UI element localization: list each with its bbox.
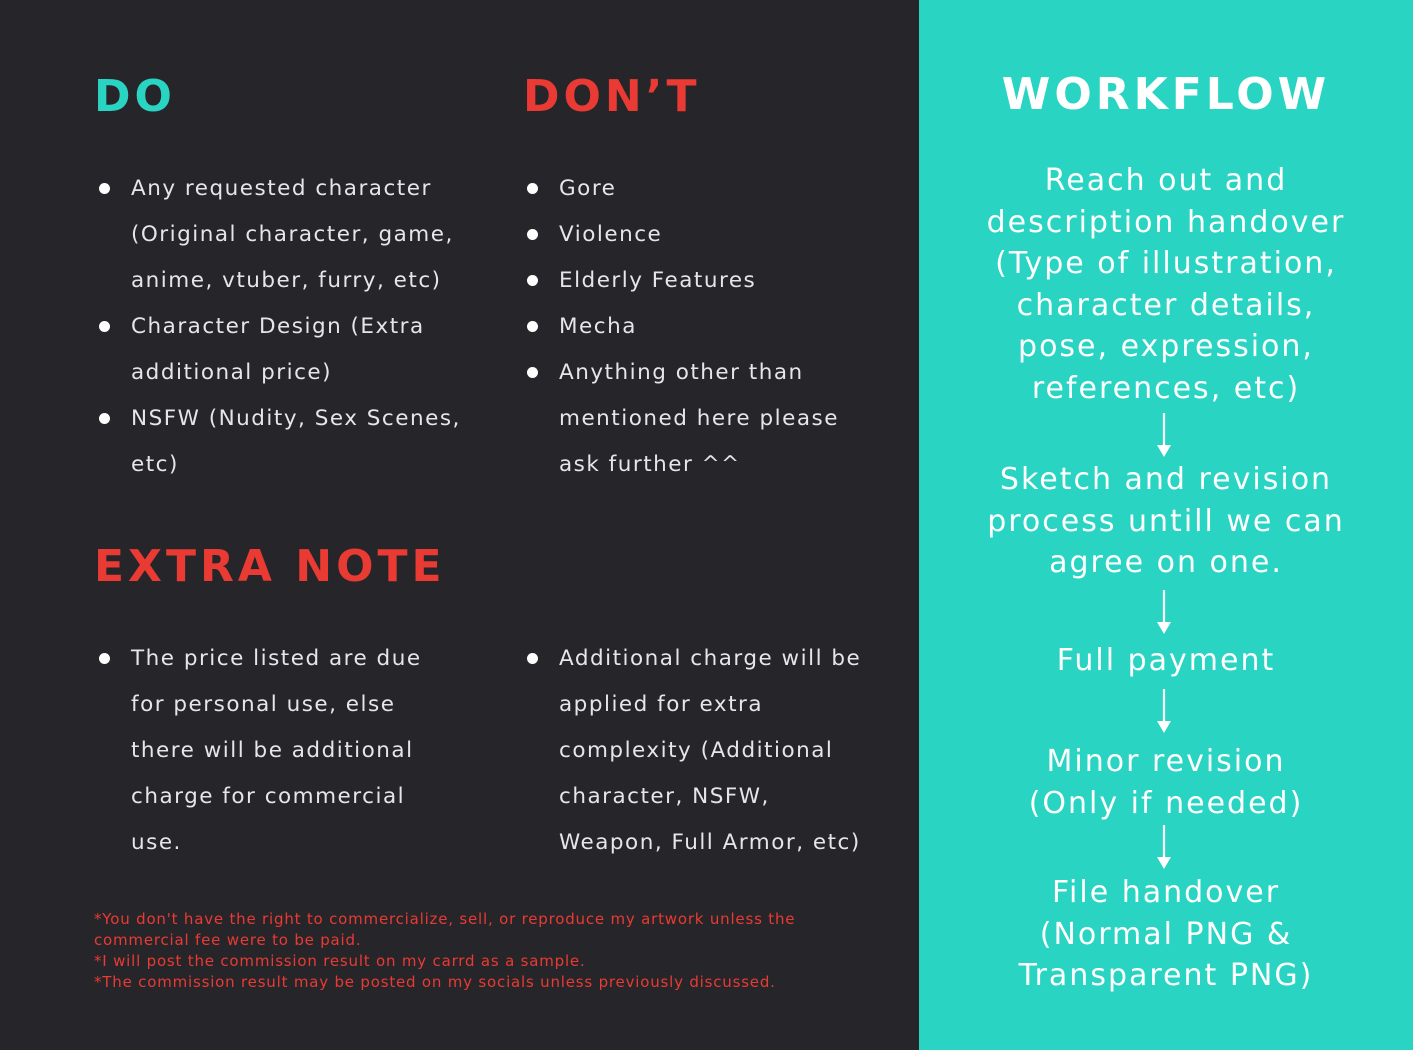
list-item (524, 304, 864, 350)
bullet-icon (527, 653, 538, 664)
bullet-icon (527, 275, 538, 286)
bullet-icon (527, 229, 538, 240)
workflow-step: File handover (Normal PNG & Transparent PNG) (1018, 875, 1314, 993)
workflow-step: Minor revision (Only if needed) (1028, 744, 1304, 821)
extra-note-heading: EXTRA NOTE (94, 541, 446, 592)
arrow-down-icon (1154, 589, 1174, 635)
list-item (96, 396, 466, 488)
list-item (96, 636, 436, 866)
list-item-text: Elderly Features (559, 268, 757, 293)
footnote: *I will post the commission result on my carrd as a sample. (94, 952, 586, 970)
extra-note-left-list (96, 636, 436, 866)
list-item (524, 212, 864, 258)
list-item (524, 166, 864, 212)
bullet-icon (99, 413, 110, 424)
bullet-icon (527, 367, 538, 378)
list-item-text: Additional charge will be applied for extra complexity (Additional character, NSFW, Weapon, Full Armor, etc) (559, 646, 862, 855)
dont-heading: DON’T (523, 71, 701, 122)
arrow-down-icon (1154, 412, 1174, 458)
workflow-step: Full payment (1056, 643, 1276, 678)
arrow-down-icon (1154, 688, 1174, 734)
bullet-icon (527, 183, 538, 194)
list-item (524, 350, 864, 488)
arrow-down-icon (1154, 824, 1174, 870)
workflow-step: Sketch and revision process untill we can agree on one. (987, 462, 1345, 580)
list-item (524, 258, 864, 304)
list-item-text: Gore (559, 176, 617, 201)
list-item-text: Mecha (559, 314, 637, 339)
list-item-text: Anything other than mentioned here please ask further ^^ (559, 360, 839, 477)
list-item-text: Violence (559, 222, 663, 247)
extra-note-right-list (524, 636, 864, 866)
workflow-step: Reach out and description handover (Type of illustration, character details, pose, expression, references, etc) (986, 163, 1346, 406)
workflow-heading: WORKFLOW (1001, 69, 1331, 120)
do-heading: DO (94, 71, 176, 122)
dont-list (524, 166, 864, 488)
list-item (96, 166, 466, 304)
footnotes (94, 909, 874, 993)
bullet-icon (99, 321, 110, 332)
bullet-icon (99, 653, 110, 664)
list-item-text: The price listed are due for personal use, else there will be additional charge for commercial use. (131, 646, 422, 855)
do-list (96, 166, 466, 488)
footnote: *The commission result may be posted on my socials unless previously discussed. (94, 973, 776, 991)
list-item (96, 304, 466, 396)
bullet-icon (99, 183, 110, 194)
list-item (524, 636, 864, 866)
list-item-text: NSFW (Nudity, Sex Scenes, etc) (131, 406, 461, 477)
list-item-text: Any requested character (Original character, game, anime, vtuber, furry, etc) (131, 176, 454, 293)
bullet-icon (527, 321, 538, 332)
list-item-text: Character Design (Extra additional price) (131, 314, 425, 385)
footnote: *You don't have the right to commercialize, sell, or reproduce my artwork unless the commercial fee were to be paid. (94, 910, 796, 949)
